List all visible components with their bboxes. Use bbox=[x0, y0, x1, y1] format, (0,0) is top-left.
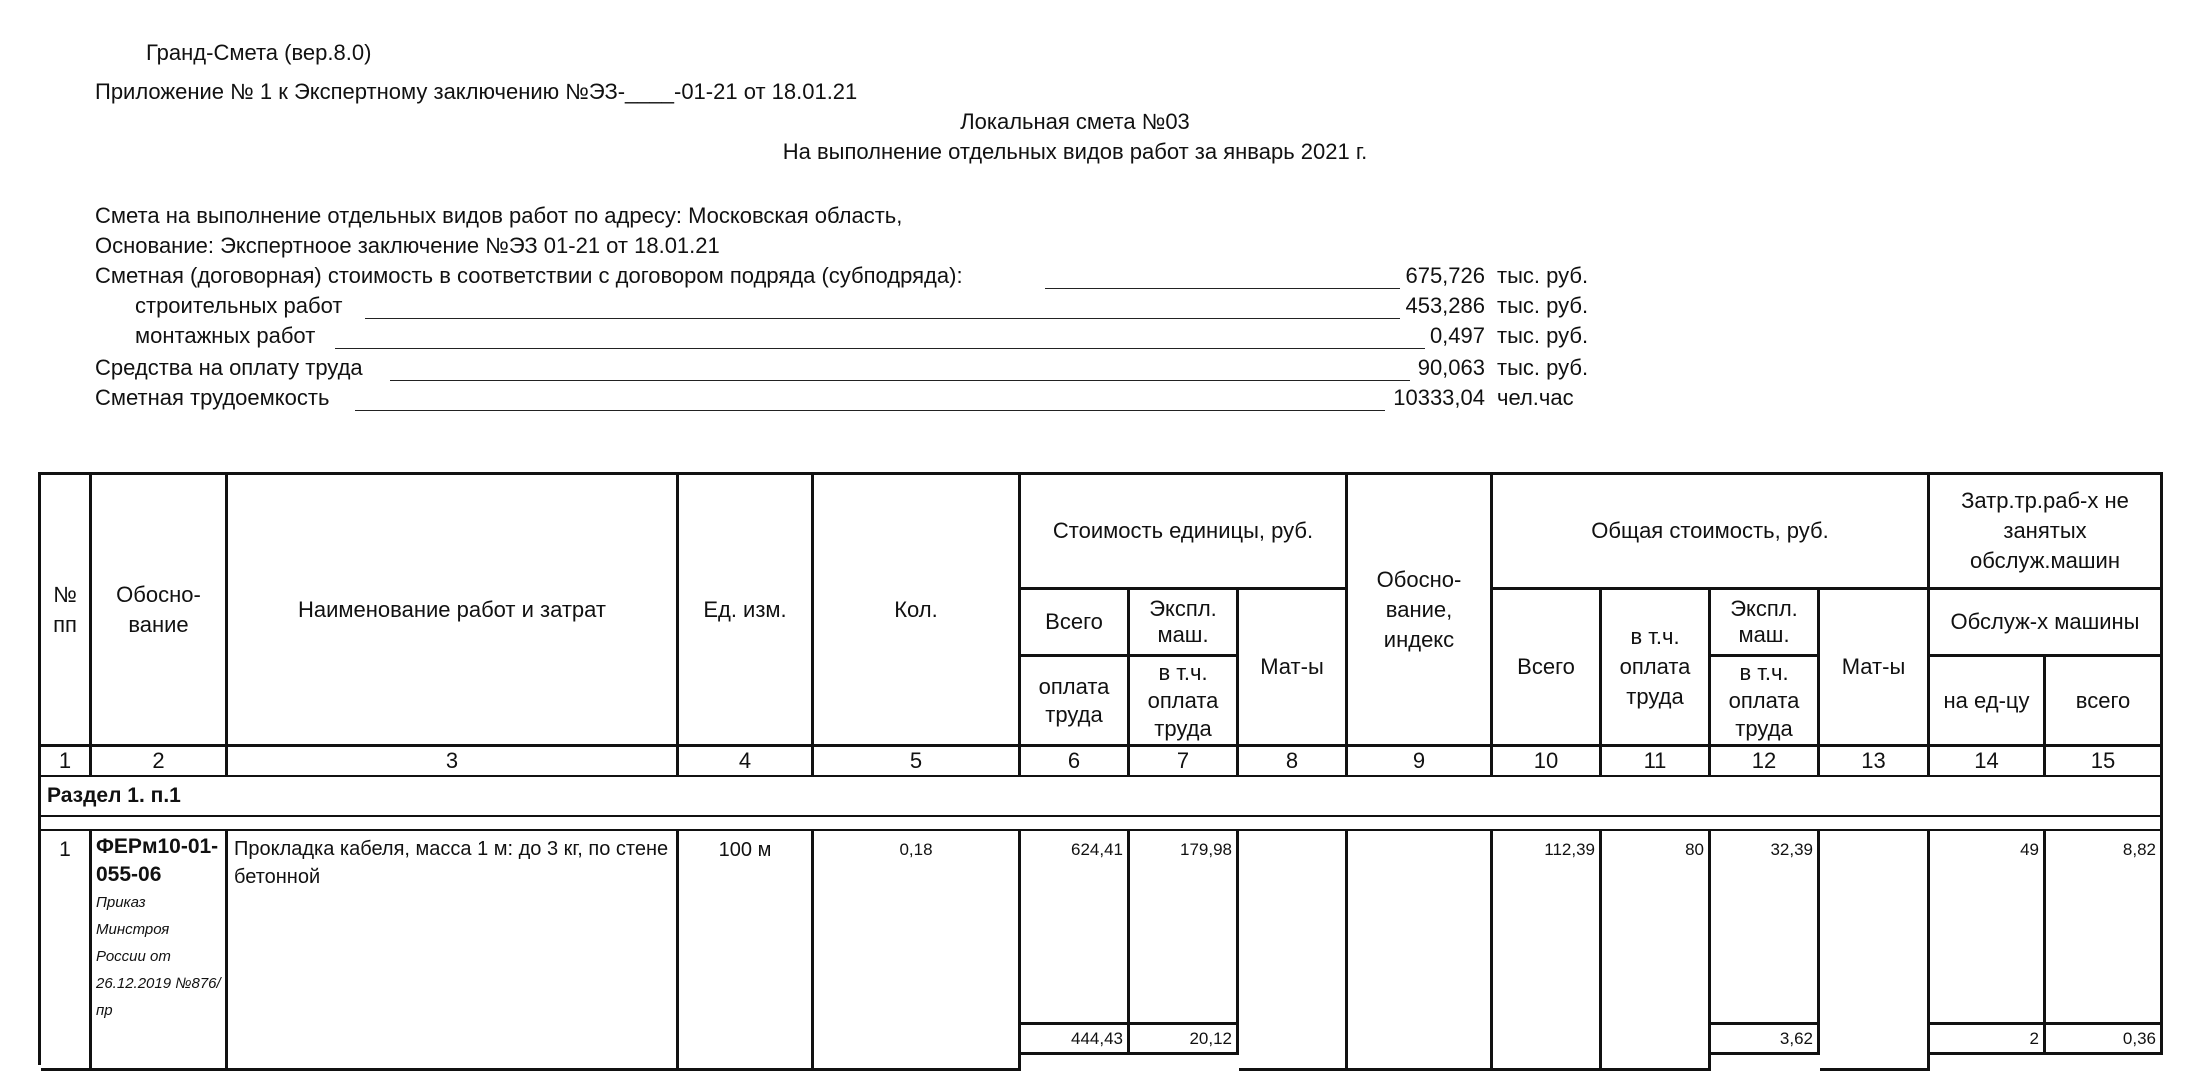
col-number: 7 bbox=[1130, 747, 1239, 777]
section-title: Раздел 1. п.1 bbox=[41, 777, 2163, 817]
header-total-vtch-oplata-ekspl: в т.ч. оплата труда bbox=[1711, 657, 1820, 747]
header-unit-cost: Стоимость единицы, руб. bbox=[1021, 475, 1348, 590]
row-c13 bbox=[1820, 831, 1930, 1071]
row-no: 1 bbox=[41, 831, 92, 1071]
header-total-ekspl: Экспл. маш. bbox=[1711, 590, 1820, 657]
col-number: 13 bbox=[1820, 747, 1930, 777]
header-basis: Обосно-вание bbox=[92, 475, 228, 747]
leader-line bbox=[355, 410, 1385, 411]
header-total-vtch-oplata: в т.ч. оплата труда bbox=[1602, 590, 1711, 747]
row-c12: 32,39 bbox=[1711, 831, 1820, 1025]
header-vsego2: всего bbox=[2046, 657, 2163, 747]
col-number: 8 bbox=[1239, 747, 1348, 777]
row-qty: 0,18 bbox=[814, 831, 1021, 1071]
header-total-cost: Общая стоимость, руб. bbox=[1493, 475, 1930, 590]
col-number: 2 bbox=[92, 747, 228, 777]
header-obsl: Обслуж-х машины bbox=[1930, 590, 2163, 657]
row-c7: 179,98 bbox=[1130, 831, 1239, 1025]
header-labor-group: Затр.тр.раб-х не занятых обслуж.машин bbox=[1930, 475, 2163, 590]
row-name: Прокладка кабеля, масса 1 м: до 3 кг, по стене бетонной bbox=[228, 831, 679, 1071]
leader-line bbox=[390, 380, 1410, 381]
program-version: Гранд-Смета (вер.8.0) bbox=[146, 40, 372, 65]
summary-unit: тыс. руб. bbox=[1497, 323, 1589, 348]
header-total-mat: Мат-ы bbox=[1820, 590, 1930, 747]
col-number: 5 bbox=[814, 747, 1021, 777]
col-number: 4 bbox=[679, 747, 814, 777]
header-unit-oplata: оплата труда bbox=[1021, 657, 1130, 747]
summary-label: Сметная (договорная) стоимость в соответствии с договором подряда (субподряда): bbox=[95, 263, 963, 288]
row-c15: 8,82 bbox=[2046, 831, 2163, 1025]
summary-value: 675,726 bbox=[1405, 263, 1485, 288]
summary-unit: тыс. руб. bbox=[1497, 263, 1589, 288]
row-b14: 2 bbox=[1930, 1025, 2046, 1055]
summary-unit: тыс. руб. bbox=[1497, 293, 1589, 318]
col-number: 12 bbox=[1711, 747, 1820, 777]
col-number: 15 bbox=[2046, 747, 2163, 777]
row-c14: 49 bbox=[1930, 831, 2046, 1025]
row-b7: 20,12 bbox=[1130, 1025, 1239, 1055]
header-unit-vsego: Всего bbox=[1021, 590, 1130, 657]
summary-unit: тыс. руб. bbox=[1497, 355, 1589, 380]
summary-value: 0,497 bbox=[1429, 323, 1485, 348]
row-b6: 444,43 bbox=[1021, 1025, 1130, 1055]
row-c9 bbox=[1348, 831, 1493, 1071]
header-unit-vtch-oplata: в т.ч. оплата труда bbox=[1130, 657, 1239, 747]
summary-label: Средства на оплату труда bbox=[95, 355, 363, 380]
appendix-line: Приложение № 1 к Экспертному заключению №ЭЗ-____-01-21 от 18.01.21 bbox=[95, 79, 858, 104]
summary-value: 10333,04 bbox=[1393, 385, 1485, 410]
row-order: Приказ Минстроя России от 26.12.2019 №876/пр bbox=[96, 894, 221, 1019]
col-number: 9 bbox=[1348, 747, 1493, 777]
row-code: ФЕРм10-01-055-06 bbox=[96, 835, 219, 886]
header-basis-index: Обосно-вание, индекс bbox=[1348, 475, 1493, 747]
address-line: Смета на выполнение отдельных видов работ по адресу: Московская область, bbox=[95, 203, 903, 228]
section-spacer bbox=[41, 817, 2163, 831]
col-number: 3 bbox=[228, 747, 679, 777]
estimate-subtitle: На выполнение отдельных видов работ за январь 2021 г. bbox=[782, 139, 1368, 164]
row-b12: 3,62 bbox=[1711, 1025, 1820, 1055]
summary-label: Сметная трудоемкость bbox=[95, 385, 330, 410]
header-unit: Ед. изм. bbox=[679, 475, 814, 747]
header-total-vsego: Всего bbox=[1493, 590, 1602, 747]
row-c6: 624,41 bbox=[1021, 831, 1130, 1025]
row-c8 bbox=[1239, 831, 1348, 1071]
row-c11: 80 bbox=[1602, 831, 1711, 1071]
header-unit-mat: Мат-ы bbox=[1239, 590, 1348, 747]
summary-unit: чел.час bbox=[1497, 385, 1574, 410]
summary-label: монтажных работ bbox=[135, 323, 316, 348]
row-b15: 0,36 bbox=[2046, 1025, 2163, 1055]
col-number: 6 bbox=[1021, 747, 1130, 777]
header-qty: Кол. bbox=[814, 475, 1021, 747]
summary-value: 90,063 bbox=[1417, 355, 1485, 380]
row-c10: 112,39 bbox=[1493, 831, 1602, 1071]
basis-line: Основание: Экспертноое заключение №ЭЗ 01-21 от 18.01.21 bbox=[95, 233, 720, 258]
estimate-table bbox=[38, 472, 2163, 1065]
summary-value: 453,286 bbox=[1405, 293, 1485, 318]
row-basis bbox=[92, 831, 228, 1071]
header-no: № пп bbox=[41, 475, 92, 747]
row-unit: 100 м bbox=[679, 831, 814, 1071]
header-unit-ekspl: Экспл. маш. bbox=[1130, 590, 1239, 657]
leader-line bbox=[335, 348, 1425, 349]
header-na-edcu: на ед-цу bbox=[1930, 657, 2046, 747]
col-number: 11 bbox=[1602, 747, 1711, 777]
col-number: 10 bbox=[1493, 747, 1602, 777]
estimate-title: Локальная смета №03 bbox=[960, 109, 1190, 134]
col-number: 14 bbox=[1930, 747, 2046, 777]
summary-label: строительных работ bbox=[135, 293, 343, 318]
header-name: Наименование работ и затрат bbox=[228, 475, 679, 747]
col-number: 1 bbox=[41, 747, 92, 777]
leader-line bbox=[365, 318, 1400, 319]
